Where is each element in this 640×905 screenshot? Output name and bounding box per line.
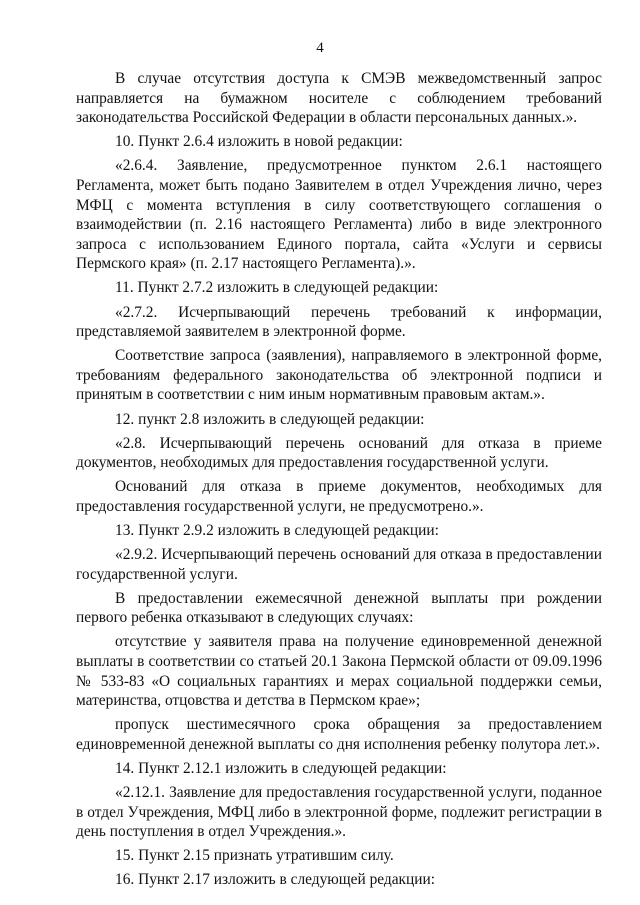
paragraph: Соответствие запроса (заявления), направляемого в электронной форме, требованиям федерального законодательства об электронной подписи и принятым в соответствии с ним иным нормативным правовым актам.». [76,347,602,404]
paragraph: «2.6.4. Заявление, предусмотренное пунктом 2.6.1 настоящего Регламента, может быть подано Заявителем в отдел Учреждения лично, через МФЦ с момента вступления в силу соответствующего соглашения о взаимодействии (п. 2.16 настоящего Регламента) либо в виде электронного запроса с использованием Единого портала, сайта «Услуги и сервисы Пермского края» (п. 2.17 настоящего Регламента).». [76,157,602,273]
paragraph: пропуск шестимесячного срока обращения за предоставлением единовременной денежной выплаты со дня исполнения ребенку полутора лет.». [76,716,602,753]
paragraph: 14. Пункт 2.12.1 изложить в следующей редакции: [115,760,447,777]
paragraph: «2.8. Исчерпывающий перечень оснований для отказа в приеме документов, необходимых для предоставления государственной услуги. [76,434,602,472]
paragraph: «2.7.2. Исчерпывающий перечень требований к информации, представляемой заявителем в электронной форме. [76,303,602,341]
paragraph: 12. пункт 2.8 изложить в следующей редакции: [115,410,425,428]
paragraph: отсутствие у заявителя права на получение единовременной денежной выплаты в соответствии со статьей 20.1 Закона Пермской области от 09.09.1996 № 533-83 «О социальных гарантиях и мерах социальной поддержки семьи, материнства, отцовства и детства в Пермском крае»; [76,633,602,710]
page-number: 4 [316,40,324,56]
paragraph: 11. Пункт 2.7.2 изложить в следующей редакции: [115,279,439,297]
paragraph: «2.12.1. Заявление для предоставления государственной услуги, поданное в отдел Учреждения, МФЦ либо в электронной форме, подлежит регистрации в день поступления в отдел Учреждения.». [76,784,602,841]
paragraph: 10. Пункт 2.6.4 изложить в новой редакции: [115,133,403,151]
paragraph: 16. Пункт 2.17 изложить в следующей редакции: [115,871,436,889]
paragraph: Оснований для отказа в приеме документов, необходимых для предоставления государственной услуги, не предусмотрено.». [76,478,602,515]
paragraph: «2.9.2. Исчерпывающий перечень оснований для отказа в предоставлении государственной услуги. [76,546,602,583]
paragraph: 13. Пункт 2.9.2 изложить в следующей редакции: [115,521,439,539]
paragraph: В случае отсутствия доступа к СМЭВ межведомственный запрос направляется на бумажном носителе с соблюдением требований законодательства Российской Федерации в области персональных данных.». [76,70,602,127]
paragraph: 15. Пункт 2.15 признать утратившим силу. [115,847,394,865]
paragraph: В предоставлении ежемесячной денежной выплаты при рождении первого ребенка отказывают в следующих случаях: [76,589,602,627]
document-body [76,69,602,895]
